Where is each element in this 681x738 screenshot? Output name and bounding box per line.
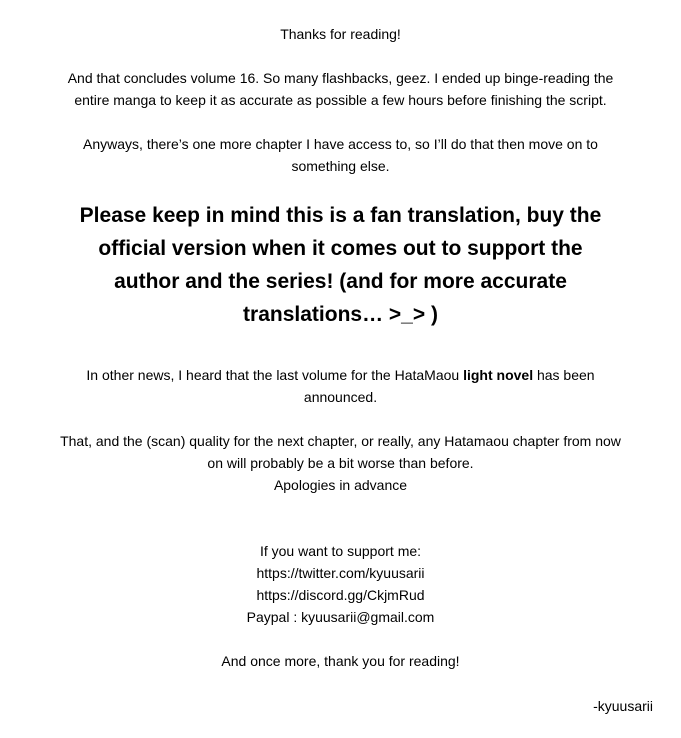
support-intro: If you want to support me: bbox=[259, 543, 422, 559]
paragraph-volume-line-1: And that concludes volume 16. So many flashbacks, geez. I ended up binge-reading the bbox=[67, 70, 614, 86]
signature: -kyuusarii bbox=[593, 698, 653, 714]
discord-link[interactable]: https://discord.gg/CkjmRud bbox=[256, 587, 425, 603]
paragraph-next-chapter-line-1: Anyways, there’s one more chapter I have access to, so I’ll do that then move on to bbox=[83, 136, 598, 152]
emphasis-line-2: official version when it comes out to support the bbox=[98, 237, 583, 260]
thanks-top: Thanks for reading! bbox=[280, 26, 401, 42]
news-text-before: In other news, I heard that the last volume for the HataMaou bbox=[86, 367, 464, 383]
emphasis-line-3: author and the series! (and for more accurate bbox=[114, 270, 567, 293]
news-line-2: announced. bbox=[303, 389, 378, 405]
paypal-email: Paypal : kyuusarii@gmail.com bbox=[246, 609, 435, 625]
paragraph-next-chapter-line-2: something else. bbox=[291, 158, 390, 174]
thanks-bottom: And once more, thank you for reading! bbox=[221, 653, 460, 669]
quality-line-2: on will probably be a bit worse than before. bbox=[207, 455, 474, 471]
quality-line-1: That, and the (scan) quality for the next chapter, or really, any Hatamaou chapter from now bbox=[60, 433, 621, 449]
twitter-link[interactable]: https://twitter.com/kyuusarii bbox=[256, 565, 425, 581]
quality-line-3: Apologies in advance bbox=[273, 477, 408, 493]
light-novel-emphasis: light novel bbox=[463, 367, 534, 383]
news-line-1 bbox=[0, 364, 681, 386]
paragraph-volume-line-2: entire manga to keep it as accurate as possible a few hours before finishing the script. bbox=[74, 92, 607, 108]
news-text-after: has been bbox=[533, 367, 595, 383]
emphasis-line-1: Please keep in mind this is a fan translation, buy the bbox=[79, 204, 602, 227]
emphasis-line-4: translations… >_> ) bbox=[243, 303, 438, 326]
